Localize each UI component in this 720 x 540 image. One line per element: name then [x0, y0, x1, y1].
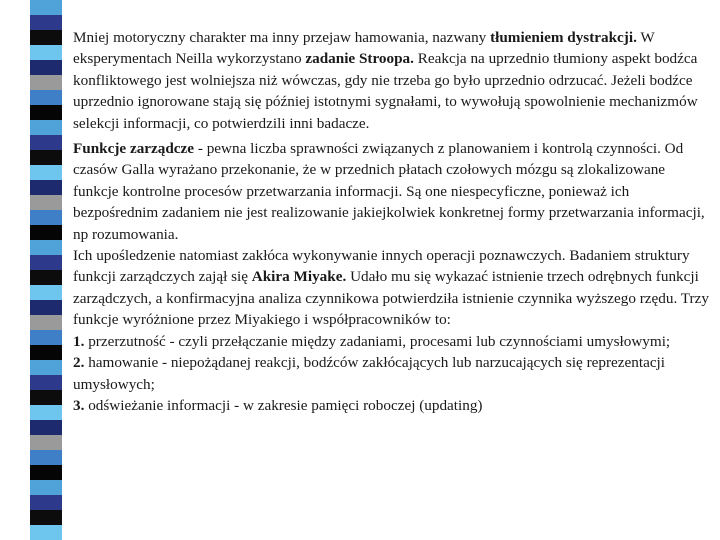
stripe-block: [30, 135, 62, 150]
list-item-inhibition: hamowanie - niepożądanej reakcji, bodźców zakłócających lub narzucających się reprezentacji umysłowych;: [73, 354, 665, 393]
stripe-block: [30, 255, 62, 270]
list-number-1: 1.: [73, 332, 85, 350]
p1-text-2: W eksperymentach Neilla wykorzystano: [73, 29, 655, 68]
stripe-block: [30, 330, 62, 345]
stripe-block: [30, 75, 62, 90]
stripe-block: [30, 270, 62, 285]
p1-text-1: Mniej motoryczny charakter ma inny przejaw hamowania, nazwany: [73, 29, 491, 46]
stripe-block: [30, 30, 62, 45]
stripe-block: [30, 510, 62, 525]
paragraph-distraction-suppression: [73, 27, 713, 134]
stripe-block: [30, 285, 62, 300]
stripe-block: [30, 15, 62, 30]
term-distraction-suppression: tłumieniem dystrakcji.: [490, 29, 637, 46]
list-item-updating: odświeżanie informacji - w zakresie pamięci roboczej (updating): [84, 396, 483, 414]
stripe-block: [30, 210, 62, 225]
stripe-block: [30, 240, 62, 255]
stripe-block: [30, 315, 62, 330]
list-number-2: 2.: [73, 354, 85, 372]
p2-text-2: Ich upośledzenie natomiast zakłóca wykonywanie innych operacji poznawczych. Badaniem struktury funkcji zarządczych zajął się: [73, 247, 690, 286]
list-number-3: 3.: [73, 396, 85, 414]
stripe-block: [30, 105, 62, 120]
stripe-block: [30, 150, 62, 165]
decorative-stripe: [30, 0, 62, 540]
term-executive-functions: Funkcje zarządcze: [73, 140, 195, 158]
stripe-block: [30, 495, 62, 510]
stripe-block: [30, 525, 62, 540]
stripe-block: [30, 120, 62, 135]
paragraph-executive-functions: [73, 138, 713, 416]
stripe-block: [30, 45, 62, 60]
p1-text-3: Reakcja na uprzednio tłumiony aspekt bodźca konfliktowego jest wolniejsza niż wówczas, gdy nie trzeba go było uprzednio odrzucać. Jeżeli bodźce uprzednio ignorowane stają się później istotnymi sygnałami, to wywołują spowolnienie mechanizmów selekcji informacji, co potwierdzili inni badacze.: [73, 50, 698, 132]
stripe-block: [30, 435, 62, 450]
name-akira-miyake: Akira Miyake.: [251, 268, 347, 286]
stripe-block: [30, 450, 62, 465]
stripe-block: [30, 390, 62, 405]
stripe-block: [30, 375, 62, 390]
term-stroop-task: zadanie Stroopa.: [305, 50, 414, 68]
slide-text: [73, 27, 713, 416]
stripe-block: [30, 345, 62, 360]
stripe-block: [30, 420, 62, 435]
stripe-block: [30, 480, 62, 495]
stripe-block: [30, 0, 62, 15]
stripe-block: [30, 405, 62, 420]
stripe-block: [30, 60, 62, 75]
stripe-block: [30, 360, 62, 375]
p2-text-1: - pewna liczba sprawności związanych z planowaniem i kontrolą czynności. Od czasów Galla wyrażano przekonanie, że w przednich płatach czołowych mózgu są zlokalizowane funkcje kontrolne procesów przetwarzania informacji. Są one niespecyficzne, ponieważ ich bezpośrednim zadaniem nie jest realizowanie jakiejkolwiek konkretnej formy przetwarzania informacji, np rozumowania.: [73, 140, 705, 243]
stripe-block: [30, 180, 62, 195]
stripe-block: [30, 465, 62, 480]
stripe-block: [30, 165, 62, 180]
stripe-block: [30, 90, 62, 105]
stripe-block: [30, 195, 62, 210]
list-item-shifting: przerzutność - czyli przełączanie między zadaniami, procesami lub czynnościami umysłowymi;: [84, 332, 671, 350]
p2-text-3: Udało mu się wykazać istnienie trzech odrębnych funkcji zarządczych, a konfirmacyjna analiza czynnikowa potwierdziła istnienie czynnika wyższego rzędu. Trzy funkcje wyróżnione przez Miyakiego i współpracowników to:: [73, 268, 709, 329]
stripe-block: [30, 300, 62, 315]
stripe-block: [30, 225, 62, 240]
